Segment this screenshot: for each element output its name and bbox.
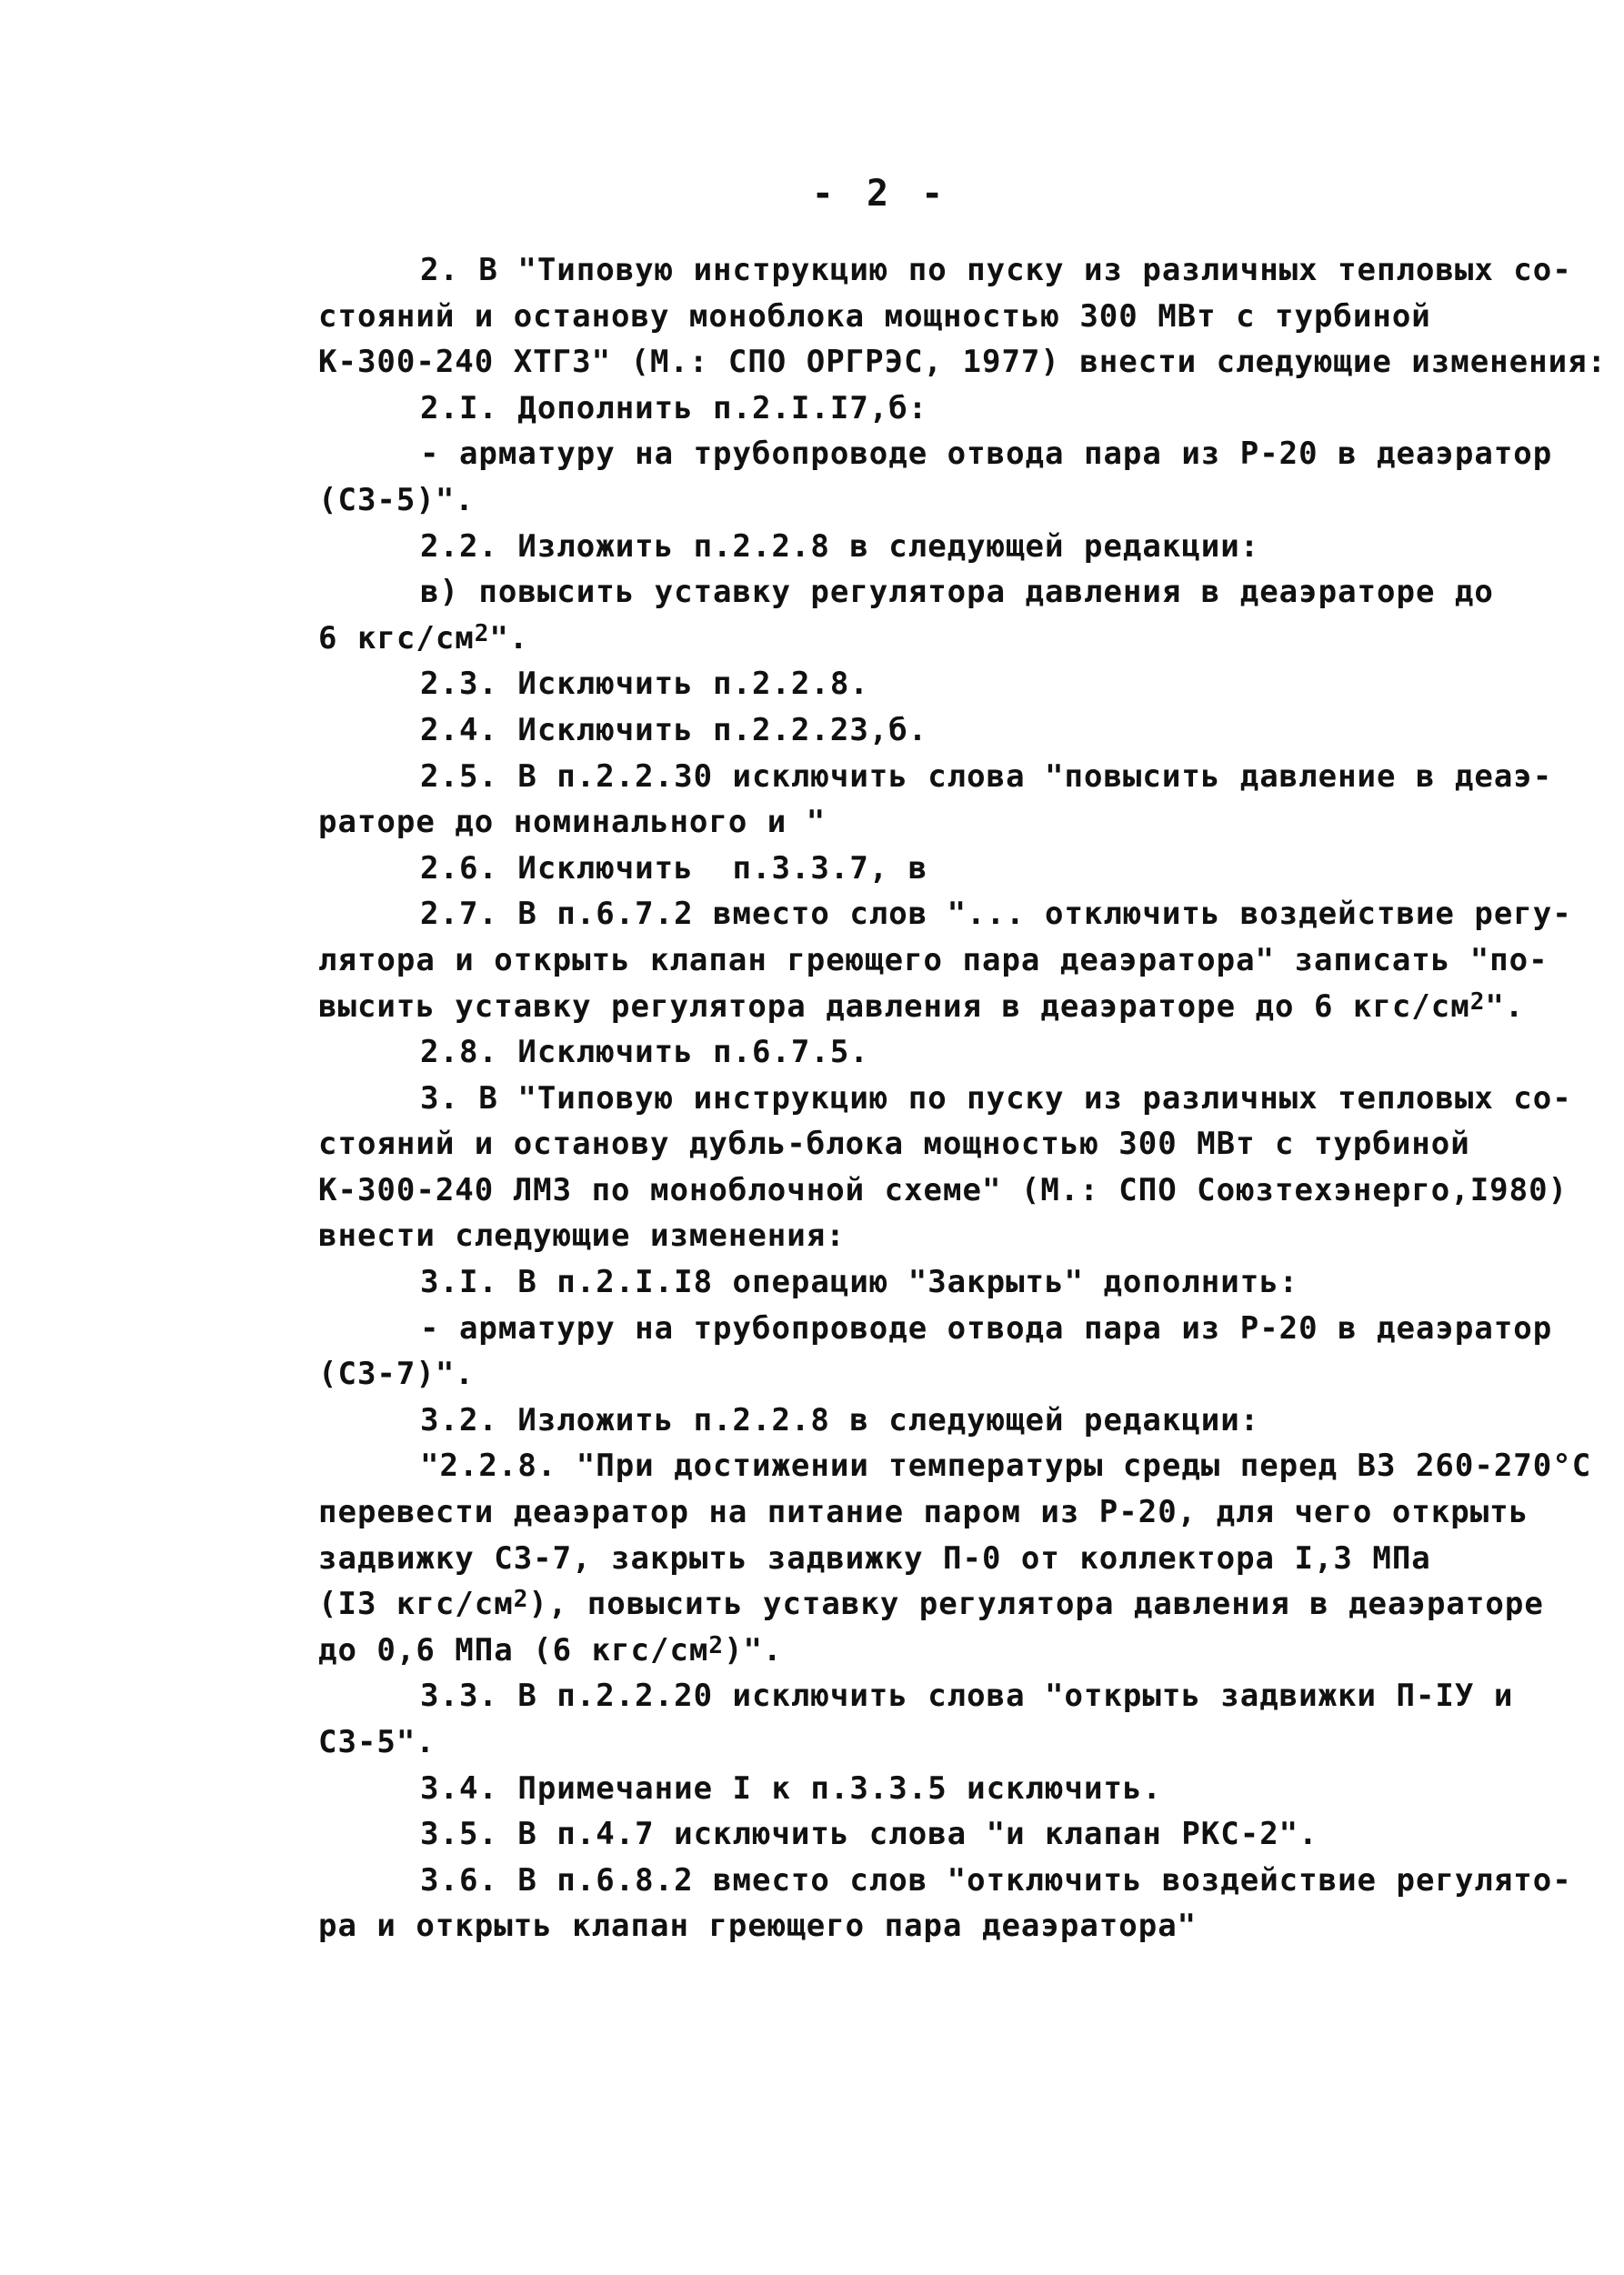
superscript: 2 [513, 1586, 529, 1614]
document-body [318, 247, 1608, 1949]
text-line-with-superscript [318, 984, 1573, 1030]
text-line: 2.5. В п.2.2.30 исключить слова "повысить давление в деаэ- [420, 757, 1553, 795]
text-line: (СЗ-7)". [318, 1356, 475, 1393]
text-line: 3.2. Изложить п.2.2.8 в следующей редакции: [420, 1401, 1260, 1438]
page-number: - 2 - [811, 173, 949, 215]
text-line: лятора и открыть клапан греющего пара деаэратора" записать "по- [318, 941, 1549, 978]
text-fragment: ), повысить уставку регулятора давления в деаэраторе [528, 1586, 1544, 1623]
text-line: стояний и останову дубль-блока мощностью 300 МВт с турбиной [318, 1126, 1470, 1163]
text-line: СЗ-5". [318, 1724, 436, 1760]
text-line: 3.5. В п.4.7 исключить слова "и клапан РКС-2". [420, 1816, 1318, 1853]
text-line: К-300-240 ХТГЗ" (М.: СПО ОРГРЭС, 1977) внести следующие изменения: [318, 344, 1608, 381]
text-line: 3.6. В п.6.8.2 вместо слов "отключить воздействие регулято- [420, 1861, 1572, 1899]
text-line: внести следующие изменения: [318, 1218, 846, 1255]
superscript: 2 [474, 619, 490, 647]
text-line: 2.I. Дополнить п.2.I.I7,б: [420, 389, 928, 426]
text-fragment: высить уставку регулятора давления в деаэраторе до 6 кгс/см [318, 987, 1470, 1025]
text-fragment: ". [1485, 987, 1525, 1025]
text-line: 2.4. Исключить п.2.2.23,б. [420, 711, 928, 748]
text-line: стояний и останову моноблока мощностью 300 МВт с турбиной [318, 297, 1431, 335]
text-line: 2.3. Исключить п.2.2.8. [420, 666, 869, 703]
text-line: ра и открыть клапан греющего пара деаэратора" [318, 1908, 1198, 1945]
text-line: в) повысить уставку регулятора давления в деаэраторе до [420, 574, 1494, 611]
text-line: 2.2. Изложить п.2.2.8 в следующей редакции: [420, 527, 1260, 565]
text-line: "2.2.8. "При достижении температуры среды перед ВЗ 260-270°С [420, 1448, 1592, 1485]
text-line: 2.7. В п.6.7.2 вместо слов "... отключить воздействие регу- [420, 896, 1572, 933]
text-line: 2.6. Исключить п.3.3.7, в [420, 849, 928, 887]
text-line: (СЗ-5)". [318, 481, 475, 518]
text-fragment: (I3 кгс/см [318, 1586, 514, 1623]
text-line: 2.8. Исключить п.6.7.5. [420, 1034, 869, 1071]
text-line: К-300-240 ЛМЗ по моноблочной схеме" (М.: СПО Союзтехэнерго,I980) [318, 1171, 1569, 1208]
text-line: 3.3. В п.2.2.20 исключить слова "открыть задвижки П-IУ и [420, 1678, 1514, 1715]
text-line: раторе до номинального и " [318, 804, 827, 841]
text-line: задвижку СЗ-7, закрыть задвижку П-0 от коллектора I,3 МПа [318, 1539, 1431, 1577]
text-line: 3. В "Типовую инструкцию по пуску из различных тепловых со- [420, 1079, 1572, 1117]
text-fragment: ". [489, 619, 529, 656]
text-line: 3.4. Примечание I к п.3.3.5 исключить. [420, 1769, 1162, 1807]
text-line: 2. В "Типовую инструкцию по пуску из различных тепловых со- [420, 252, 1572, 288]
text-line-with-superscript [318, 616, 1573, 662]
text-line: перевести деаэратор на питание паром из Р-20, для чего открыть [318, 1494, 1529, 1531]
text-line: - арматуру на трубопроводе отвода пара из Р-20 в деаэратор [420, 1309, 1553, 1347]
superscript: 2 [1469, 987, 1486, 1016]
text-line: - арматуру на трубопроводе отвода пара из Р-20 в деаэратор [420, 436, 1553, 473]
text-line: 3.I. В п.2.I.I8 операцию "Закрыть" дополнить: [420, 1264, 1299, 1301]
text-fragment: до 0,6 МПа (6 кгс/см [318, 1631, 709, 1669]
text-fragment: 6 кгс/см [318, 619, 475, 656]
text-line-with-superscript [318, 1628, 1573, 1674]
text-fragment: )". [724, 1631, 783, 1669]
text-line-with-superscript [318, 1581, 1573, 1628]
superscript: 2 [708, 1631, 725, 1659]
